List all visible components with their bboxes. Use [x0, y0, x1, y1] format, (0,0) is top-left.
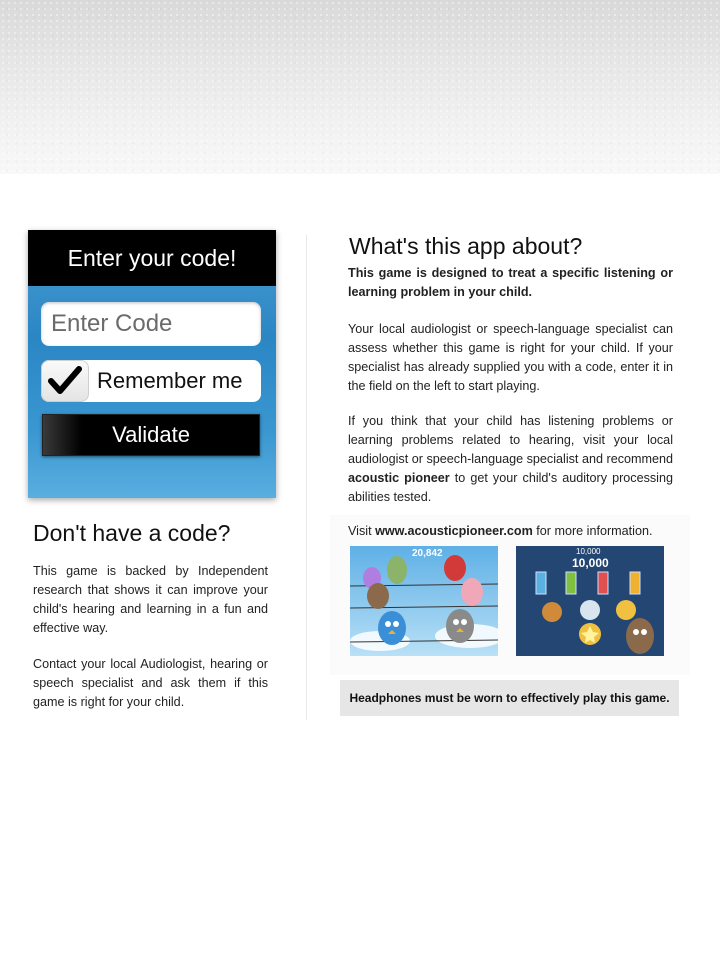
contact-paragraph: Contact your local Audiologist, hearing or speech specialist and ask them if this game is right for your child. — [33, 657, 268, 709]
medals-score-big: 10,000 — [572, 556, 609, 570]
header-texture-band — [0, 0, 720, 174]
checkmark-icon — [48, 366, 82, 396]
visit-text-start: Visit — [348, 524, 376, 538]
about-paragraph-assess: Your local audiologist or speech-language specialist can assess whether this game is right for your child. If your specialist has already supplied you with a code, enter it in the field on the left to start playing. — [348, 322, 673, 393]
remember-me-label: Remember me — [97, 368, 243, 393]
headphones-notice: Headphones must be worn to effectively play this game. — [340, 680, 679, 716]
remember-checkbox[interactable] — [41, 360, 89, 402]
about-heading: What's this app about? — [349, 233, 583, 259]
game-screenshot-birds — [350, 546, 498, 656]
recommend-text-start: If you think that your child has listening problems or learning problems related to hearing, visit your local audiologist or speech-language specialist and recommend — [348, 414, 673, 466]
no-code-heading: Don't have a code? — [33, 520, 231, 546]
birds-score: 20,842 — [412, 548, 443, 559]
recommend-text-end: to get your child's auditory processing abilities tested. — [348, 471, 673, 504]
about-intro: This game is designed to treat a specific listening or learning problem in your child. — [348, 266, 673, 299]
code-entry-panel — [28, 230, 276, 498]
medals-score-top: 10,000 — [576, 547, 601, 556]
game-screenshot-medals — [516, 546, 664, 656]
brand-name: acoustic pioneer — [348, 471, 450, 485]
research-paragraph: This game is backed by Independent research that shows it can improve your child's hearing and learning in a fun and effective way. — [33, 564, 268, 635]
column-divider — [306, 235, 307, 720]
about-paragraph-recommend — [348, 412, 673, 507]
visit-line — [348, 524, 652, 538]
code-input[interactable] — [41, 302, 261, 346]
visit-text-end: for more information. — [532, 524, 653, 538]
remember-me-toggle[interactable] — [41, 360, 261, 402]
website-link[interactable]: www.acousticpioneer.com — [375, 524, 533, 538]
code-panel-title: Enter your code! — [28, 230, 276, 286]
validate-button[interactable]: Validate — [42, 414, 260, 456]
